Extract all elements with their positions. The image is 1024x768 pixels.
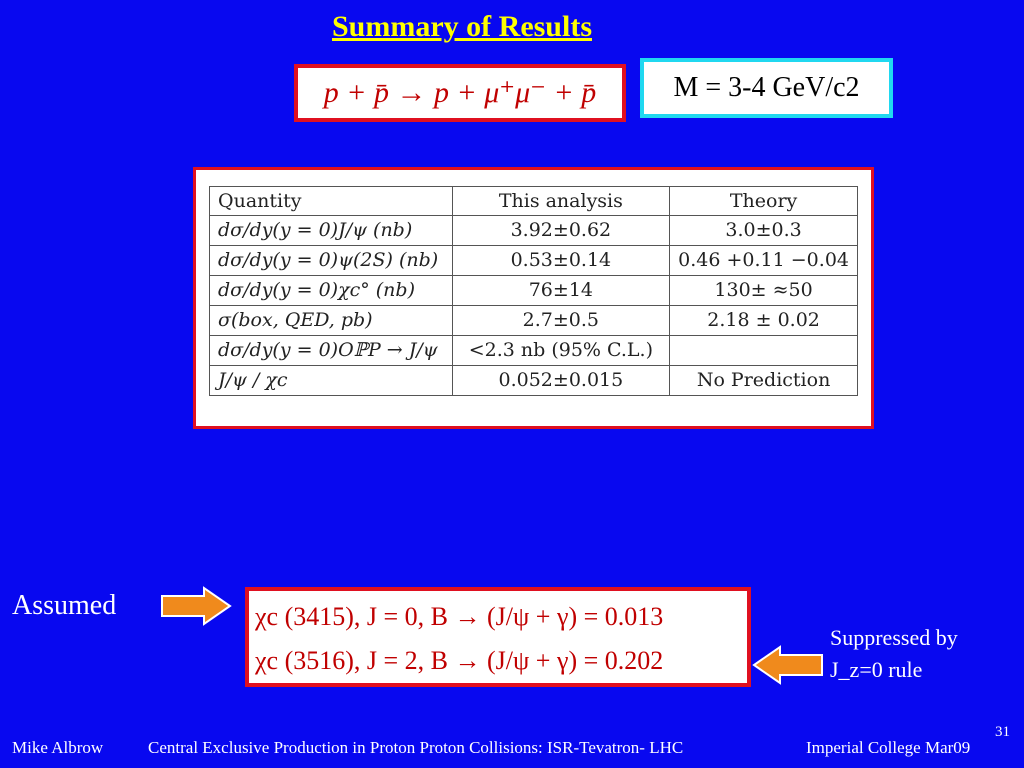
table-row: [210, 366, 858, 396]
row-quantity: J/ψ / χc: [210, 366, 453, 396]
mass-range: M = 3-4 GeV/c2: [673, 72, 860, 103]
row-quantity: dσ/dy(y = 0)J/ψ (nb): [210, 216, 453, 246]
table-row: [210, 336, 858, 366]
header-this-analysis: This analysis: [452, 187, 670, 216]
row-quantity: dσ/dy(y = 0)ψ(2S) (nb): [210, 246, 453, 276]
row-quantity: dσ/dy(y = 0)χc° (nb): [210, 276, 453, 306]
row-theory: 0.46 +0.11 −0.04: [670, 246, 858, 276]
assumptions-box: [245, 587, 751, 687]
row-theory: 3.0±0.3: [670, 216, 858, 246]
row-theory: [670, 336, 858, 366]
suppressed-note-line1: Suppressed by: [830, 625, 958, 650]
table-header-row: [210, 187, 858, 216]
header-theory: Theory: [670, 187, 858, 216]
table-row: [210, 216, 858, 246]
results-table: [209, 186, 858, 396]
footer-author: Mike Albrow: [12, 738, 104, 757]
row-theory: 2.18 ± 0.02: [670, 306, 858, 336]
row-analysis: 0.052±0.015: [452, 366, 670, 396]
mass-range-box: [640, 58, 893, 118]
assumption-chi-c0: χc (3415), J = 0, B → (J/ψ + γ) = 0.013: [255, 602, 664, 631]
slide-title: Summary of Results: [332, 10, 592, 43]
row-quantity: σ(box, QED, pb): [210, 306, 453, 336]
table-row: [210, 246, 858, 276]
row-analysis: 76±14: [452, 276, 670, 306]
suppressed-note: [830, 622, 1020, 686]
row-analysis: 0.53±0.14: [452, 246, 670, 276]
row-theory: No Prediction: [670, 366, 858, 396]
table-row: [210, 306, 858, 336]
row-quantity: dσ/dy(y = 0)OℙP → J/ψ: [210, 336, 453, 366]
left-arrow-icon: [752, 645, 824, 685]
suppressed-note-line2: J_z=0 rule: [830, 657, 923, 682]
reaction-formula: p + p̄ → p + μ⁺μ⁻ + p̄: [323, 76, 597, 109]
results-table-box: [193, 167, 874, 429]
footer-venue: Imperial College Mar09: [806, 738, 971, 757]
page-number: 31: [995, 724, 1010, 740]
footer-talk-title: Central Exclusive Production in Proton Proton Collisions: ISR-Tevatron- LHC: [148, 738, 684, 757]
assumption-chi-c2: χc (3516), J = 2, B → (J/ψ + γ) = 0.202: [255, 646, 664, 675]
table-row: [210, 276, 858, 306]
reaction-formula-box: [294, 64, 626, 122]
assumed-label: Assumed: [12, 590, 117, 621]
row-analysis: <2.3 nb (95% C.L.): [452, 336, 670, 366]
row-analysis: 3.92±0.62: [452, 216, 670, 246]
row-analysis: 2.7±0.5: [452, 306, 670, 336]
right-arrow-icon: [160, 586, 232, 626]
row-theory: 130± ≈50: [670, 276, 858, 306]
header-quantity: Quantity: [210, 187, 453, 216]
